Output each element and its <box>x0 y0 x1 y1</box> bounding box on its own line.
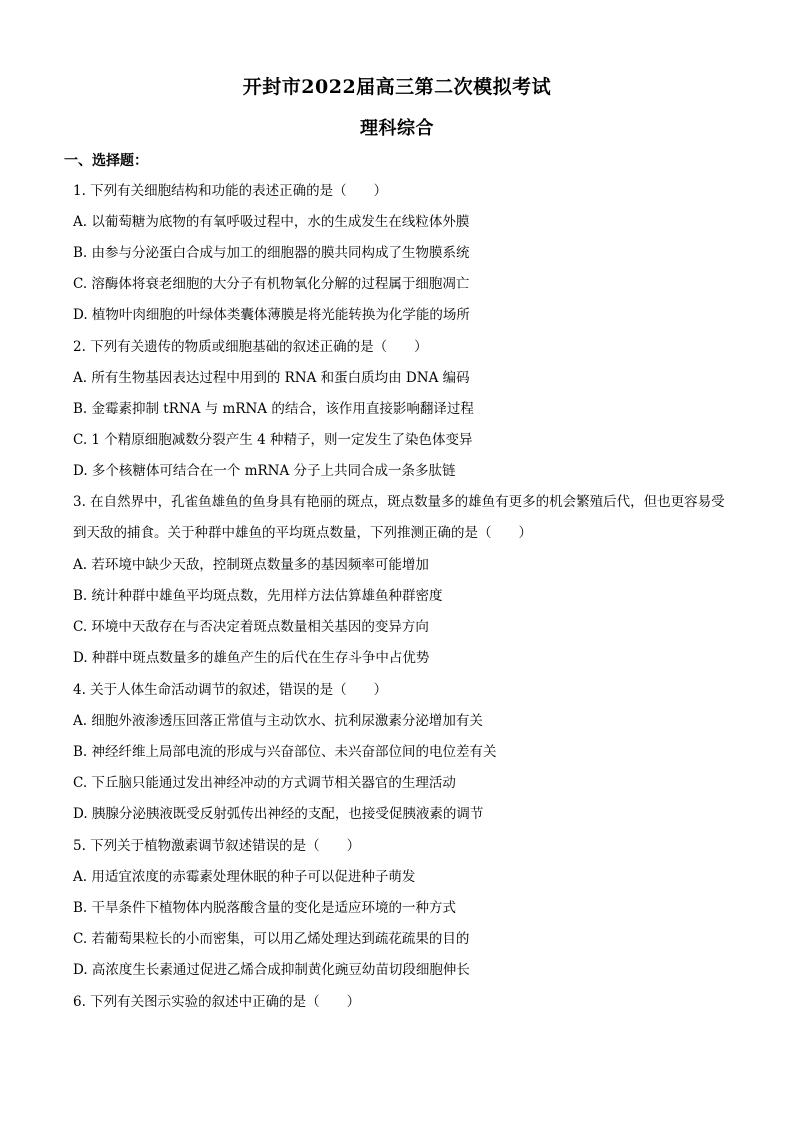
question-2-option-b: B. 金霉素抑制 tRNA 与 mRNA 的结合，该作用直接影响翻译过程 <box>73 401 474 417</box>
question-2-option-a: A. 所有生物基因表达过程中用到的 RNA 和蛋白质均由 DNA 编码 <box>73 370 470 386</box>
question-2-option-c: C. 1 个精原细胞减数分裂产生 4 种精子，则一定发生了染色体变异 <box>73 432 473 448</box>
question-3-option-a: A. 若环境中缺少天敌，控制斑点数量多的基因频率可能增加 <box>73 557 429 573</box>
question-5-option-c: C. 若葡萄果粒长的小而密集，可以用乙烯处理达到疏花疏果的目的 <box>73 931 470 947</box>
question-1-option-d: D. 植物叶肉细胞的叶绿体类囊体薄膜是将光能转换为化学能的场所 <box>73 307 470 323</box>
question-5-option-a: A. 用适宜浓度的赤霉素处理休眠的种子可以促进种子萌发 <box>73 869 416 885</box>
question-5-stem: 5. 下列关于植物激素调节叙述错误的是（ ） <box>73 838 361 854</box>
question-5-option-b: B. 干旱条件下植物体内脱落酸含量的变化是适应环境的一种方式 <box>73 900 457 916</box>
question-1-option-b: B. 由参与分泌蛋白合成与加工的细胞器的膜共同构成了生物膜系统 <box>73 245 470 261</box>
question-4-option-b: B. 神经纤维上局部电流的形成与兴奋部位、未兴奋部位间的电位差有关 <box>73 744 497 760</box>
question-1-stem: 1. 下列有关细胞结构和功能的表述正确的是（ ） <box>73 183 388 199</box>
question-4-option-a: A. 细胞外液渗透压回落正常值与主动饮水、抗利尿激素分泌增加有关 <box>73 713 483 729</box>
question-1-option-a: A. 以葡萄糖为底物的有氧呼吸过程中，水的生成发生在线粒体外膜 <box>73 214 470 230</box>
question-4-option-c: C. 下丘脑只能通过发出神经冲动的方式调节相关器官的生理活动 <box>73 775 456 791</box>
question-1-option-c: C. 溶酶体将衰老细胞的大分子有机物氧化分解的过程属于细胞凋亡 <box>73 276 470 292</box>
question-3-option-b: B. 统计种群中雄鱼平均斑点数，先用样方法估算雄鱼种群密度 <box>73 588 443 604</box>
exam-subtitle: 理科综合 <box>360 118 434 139</box>
question-4-option-d: D. 胰腺分泌胰液既受反射弧传出神经的支配，也接受促胰液素的调节 <box>73 806 484 822</box>
question-3-option-d: D. 种群中斑点数量多的雄鱼产生的后代在生存斗争中占优势 <box>73 650 430 666</box>
question-4-stem: 4. 关于人体生命活动调节的叙述，错误的是（ ） <box>73 682 388 698</box>
exam-title: 开封市2022届高三第二次模拟考试 <box>242 76 552 98</box>
question-5-option-d: D. 高浓度生长素通过促进乙烯合成抑制黄化豌豆幼苗切段细胞伸长 <box>73 962 470 978</box>
question-2-option-d: D. 多个核糖体可结合在一个 mRNA 分子上共同合成一条多肽链 <box>73 463 456 479</box>
question-2-stem: 2. 下列有关遗传的物质或细胞基础的叙述正确的是（ ） <box>73 339 428 355</box>
section-heading: 一、选择题： <box>64 153 148 169</box>
question-3-stem: 3. 在自然界中，孔雀鱼雄鱼的鱼身具有艳丽的斑点，斑点数量多的雄鱼有更多的机会繁殖后代，但也更容易受到天敌的捕食。关于种群中雄鱼的平均斑点数量，下列推测正确的是（ ） <box>73 494 725 541</box>
question-3-option-c: C. 环境中天敌存在与否决定着斑点数量相关基因的变异方向 <box>73 619 429 635</box>
question-6-stem: 6. 下列有关图示实验的叙述中正确的是（ ） <box>73 994 361 1010</box>
